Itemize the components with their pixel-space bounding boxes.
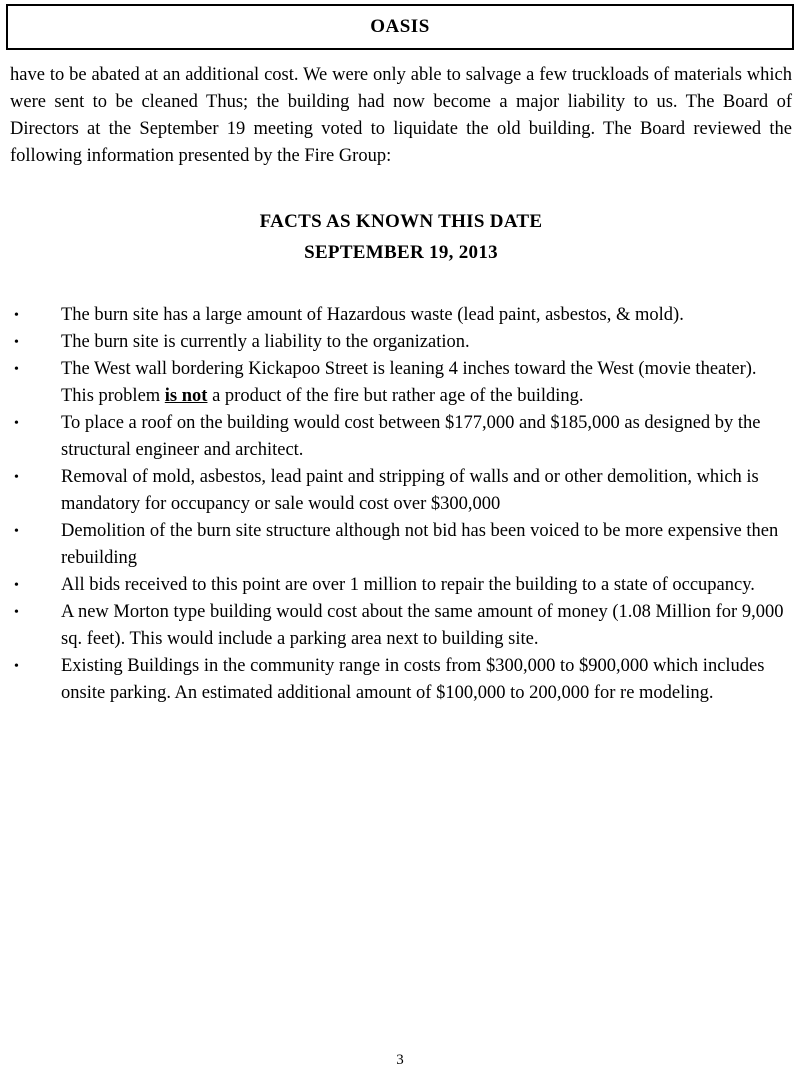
page-number: 3 <box>396 1052 404 1068</box>
facts-heading: FACTS AS KNOWN THIS DATE <box>259 211 543 232</box>
section-headings <box>10 206 792 268</box>
plain-text: The burn site has a large amount of Hazardous waste (lead paint, asbestos, & mold). <box>61 305 684 325</box>
plain-text: All bids received to this point are over 1 million to repair the building to a state of occupancy. <box>61 575 755 595</box>
list-item-text <box>61 332 470 352</box>
bullet-dot-icon: • <box>14 335 19 350</box>
bullet-dot-icon: • <box>14 362 19 377</box>
bullet-dot-icon: • <box>14 308 19 323</box>
plain-text: The burn site is currently a liability to the organization. <box>61 332 470 352</box>
bullet-dot-icon: • <box>14 470 19 485</box>
list-item <box>10 518 792 572</box>
list-item <box>10 302 792 329</box>
list-item-text <box>61 467 759 514</box>
plain-text: A new Morton type building would cost about the same amount of money (1.08 Million for 9,000 sq. feet). This would include a parking area next to building site. <box>61 602 784 649</box>
list-item-text <box>61 359 757 406</box>
document-title: OASIS <box>370 16 430 37</box>
list-item <box>10 599 792 653</box>
list-item <box>10 464 792 518</box>
page-footer <box>0 1052 800 1069</box>
plain-text: Removal of mold, asbestos, lead paint and stripping of walls and or other demolition, which is mandatory for occupancy or sale would cost over $300,000 <box>61 467 759 514</box>
facts-bullet-list <box>10 302 792 707</box>
list-item <box>10 329 792 356</box>
bullet-dot-icon: • <box>14 524 19 539</box>
bullet-dot-icon: • <box>14 605 19 620</box>
plain-text: The West wall bordering Kickapoo Street is leaning 4 inches toward the West (movie theater). This problem <box>61 359 757 406</box>
plain-text: a product of the fire but rather age of the building. <box>207 386 584 406</box>
document-content <box>10 62 792 723</box>
list-item-text <box>61 656 764 703</box>
list-item <box>10 572 792 599</box>
list-item-text <box>61 602 783 649</box>
bullet-dot-icon: • <box>14 659 19 674</box>
document-header-box <box>6 4 794 50</box>
plain-text: Demolition of the burn site structure although not bid has been voiced to be more expensive then rebuilding <box>61 521 779 568</box>
date-heading: SEPTEMBER 19, 2013 <box>304 242 498 263</box>
plain-text: To place a roof on the building would cost between $177,000 and $185,000 as designed by the structural engineer and architect. <box>61 413 761 460</box>
list-item <box>10 410 792 464</box>
list-item-text <box>61 413 761 460</box>
bullet-dot-icon: • <box>14 578 19 593</box>
intro-paragraph: have to be abated at an additional cost. We were only able to salvage a few truckloads of materials which were sent to be cleaned Thus; the building had now become a major liability to us. The Board of Directors at the September 19 meeting voted to liquidate the old building. The Board reviewed the following information presented by the Fire Group: <box>10 65 792 166</box>
list-item-text <box>61 305 684 325</box>
bullet-dot-icon: • <box>14 416 19 431</box>
list-item <box>10 356 792 410</box>
list-item-text <box>61 521 778 568</box>
plain-text: Existing Buildings in the community range in costs from $300,000 to $900,000 which includes onsite parking. An estimated additional amount of $100,000 to 200,000 for re modeling. <box>61 656 765 703</box>
list-item-text <box>61 575 755 595</box>
list-item <box>10 653 792 707</box>
emphasis-text: is not <box>164 386 208 406</box>
